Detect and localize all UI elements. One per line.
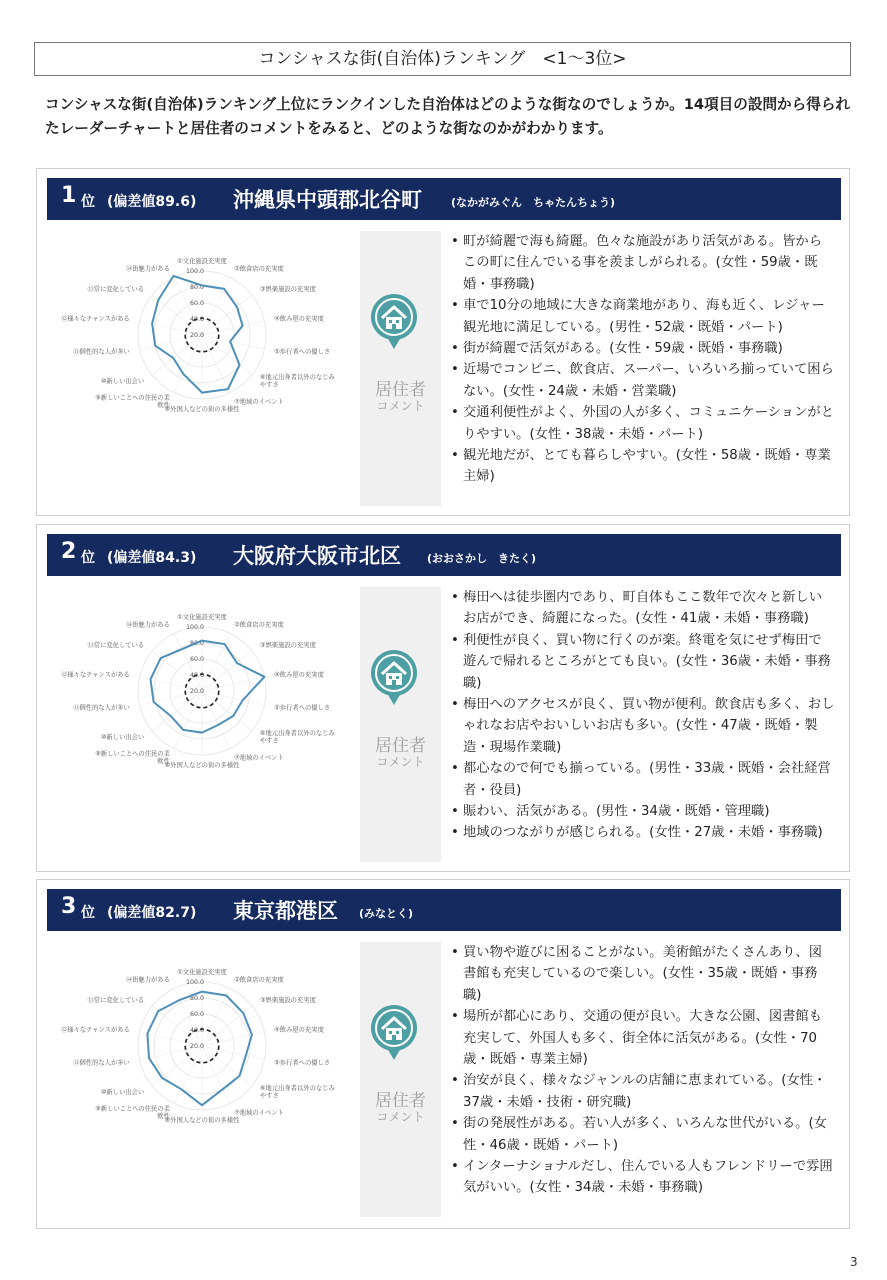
radar-chart — [45, 938, 359, 1170]
rank-suffix: 位 — [81, 550, 95, 566]
house-pin-icon — [368, 647, 420, 717]
page-title: コンシャスな街(自治体)ランキング <1〜3位> — [34, 42, 851, 76]
radar-tick-label: 80.0 — [189, 995, 204, 1002]
rank-number: 2 — [61, 539, 77, 564]
deviation-score: (偏差値82.7) — [107, 905, 197, 921]
radar-axis-label: ⑤歩行者への優しさ — [274, 1059, 331, 1067]
radar-axis-label: ②飲食店の充実度 — [234, 621, 284, 629]
deviation-score: (偏差値84.3) — [107, 550, 197, 566]
radar-svg — [45, 583, 359, 815]
radar-axis-label: ⑩新しい出会い — [100, 378, 145, 386]
comment-item: • 賑わい、活気がある。(男性・34歳・既婚・管理職) — [451, 801, 835, 822]
radar-tick-label: 100.0 — [185, 979, 204, 986]
intro-text: コンシャスな街(自治体)ランキング上位にランクインした自治体はどのような街なのでしょうか。14項目の設問から得られたレーダーチャートと居住者のコメントをみると、どのような街なのかがわかります。 — [45, 96, 851, 137]
comment-item: • 街の発展性がある。若い人が多く、いろんな世代がいる。(女性・46歳・既婚・パート) — [451, 1113, 835, 1156]
radar-svg — [45, 227, 359, 459]
resident-comment-panel — [360, 231, 441, 506]
radar-axis-label: ⑥地元出身者以外のなじみやすさ — [259, 730, 335, 745]
radar-axis-label: ⑫様々なチャンスがある — [60, 315, 130, 323]
comment-item: • 治安が良く、様々なジャンルの店舗に恵まれている。(女性・37歳・未婚・技術・研究職) — [451, 1070, 835, 1113]
radar-axis-label: ②飲食店の充実度 — [234, 976, 284, 984]
radar-axis-label: ⑫様々なチャンスがある — [60, 671, 130, 679]
radar-axis-label: ⑪個性的な人が多い — [73, 704, 130, 712]
comment-item: • 都心なので何でも揃っている。(男性・33歳・既婚・会社経営者・役員) — [451, 758, 835, 801]
rank-number: 3 — [61, 894, 77, 919]
comment-item: • 地域のつながりが感じられる。(女性・27歳・未婚・事務職) — [451, 822, 835, 843]
ranking-card-3 — [36, 879, 850, 1229]
radar-tick-label: 80.0 — [189, 640, 204, 647]
comment-list — [451, 942, 835, 1199]
radar-axis-label: ⑭街魅力がある — [125, 976, 170, 984]
radar-axis-label: ③娯楽施設の充実度 — [259, 641, 316, 649]
comment-item: • 観光地だが、とても暮らしやすい。(女性・58歳・既婚・専業主婦) — [451, 445, 835, 488]
municipality-reading: (おおさかし きたく) — [427, 552, 537, 565]
municipality-name: 東京都港区 — [233, 899, 338, 923]
radar-axis-label: ⑨新しいことへの住民の柔軟性 — [95, 1105, 170, 1121]
comment-list — [451, 587, 835, 844]
comment-item: • 交通利便性がよく、外国の人が多く、コミュニケーションがとりやすい。(女性・38歳・未婚・パート) — [451, 402, 835, 445]
card-header — [47, 889, 841, 931]
comment-label: コメント — [376, 755, 425, 769]
house-pin-icon — [368, 1002, 420, 1072]
radar-axis-label: ⑪個性的な人が多い — [73, 348, 130, 356]
radar-tick-label: 60.0 — [189, 656, 204, 663]
radar-axis-label: ⑧外国人などの街の多様性 — [164, 1117, 240, 1124]
radar-axis-label: ⑬常に変化している — [87, 285, 145, 293]
radar-tick-label: 20.0 — [189, 332, 204, 339]
comment-label: コメント — [376, 399, 425, 413]
radar-svg — [45, 938, 359, 1170]
radar-axis-label: ⑤歩行者への優しさ — [274, 704, 331, 712]
radar-axis-label: ⑩新しい出会い — [100, 1089, 145, 1097]
resident-label: 居住者 — [375, 380, 426, 400]
radar-tick-label: 40.0 — [189, 316, 204, 323]
house-pin-icon — [368, 291, 420, 361]
deviation-score: (偏差値89.6) — [107, 194, 197, 210]
comment-list — [451, 231, 835, 488]
radar-axis-label: ⑬常に変化している — [87, 641, 145, 649]
ranking-card-2 — [36, 524, 850, 872]
radar-tick-label: 60.0 — [189, 1011, 204, 1018]
radar-axis-label: ③娯楽施設の充実度 — [259, 285, 316, 293]
comment-item: • インターナショナルだし、住んでいる人もフレンドリーで雰囲気がいい。(女性・34歳・未婚・事務職) — [451, 1156, 835, 1199]
radar-axis-label: ⑥地元出身者以外のなじみやすさ — [259, 1085, 335, 1100]
radar-axis-label: ④飲み屋の充実度 — [274, 315, 324, 323]
radar-axis-label: ④飲み屋の充実度 — [274, 671, 324, 679]
municipality-reading: (なかがみぐん ちゃたんちょう) — [451, 196, 616, 209]
comment-item: • 近場でコンビニ、飲食店、スーパー、いろいろ揃っていて困らない。(女性・24歳・未婚・営業職) — [451, 359, 835, 402]
ranking-card-1 — [36, 168, 850, 516]
resident-comment-panel — [360, 942, 441, 1217]
radar-tick-label: 20.0 — [189, 1043, 204, 1050]
radar-tick-label: 40.0 — [189, 672, 204, 679]
radar-tick-label: 20.0 — [189, 688, 204, 695]
radar-axis-label: ⑩新しい出会い — [100, 734, 145, 742]
radar-axis-label: ⑨新しいことへの住民の柔軟性 — [95, 750, 170, 766]
radar-axis-label: ②飲食店の充実度 — [234, 265, 284, 273]
comment-label: コメント — [376, 1110, 425, 1124]
radar-axis-label: ⑦地域のイベント — [234, 1109, 284, 1117]
radar-axis-label: ③娯楽施設の充実度 — [259, 996, 316, 1004]
rank-suffix: 位 — [81, 194, 95, 210]
radar-axis-label: ⑦地域のイベント — [234, 398, 284, 406]
municipality-name: 大阪府大阪市北区 — [233, 544, 401, 568]
municipality-reading: (みなとく) — [359, 907, 414, 920]
radar-axis-label: ⑭街魅力がある — [125, 265, 170, 273]
comment-item: • 街が綺麗で活気がある。(女性・59歳・既婚・事務職) — [451, 338, 835, 359]
card-header — [47, 178, 841, 220]
resident-comment-panel — [360, 587, 441, 862]
comment-item: • 町が綺麗で海も綺麗。色々な施設があり活気がある。皆からこの町に住んでいる事を羨ましがられる。(女性・59歳・既婚・事務職) — [451, 231, 835, 295]
radar-axis-label: ⑤歩行者への優しさ — [274, 348, 331, 356]
radar-axis-label: ①文化施設充実度 — [177, 969, 227, 976]
card-header — [47, 534, 841, 576]
radar-axis-label: ⑪個性的な人が多い — [73, 1059, 130, 1067]
radar-axis-label: ⑥地元出身者以外のなじみやすさ — [259, 374, 335, 389]
radar-tick-label: 100.0 — [185, 268, 204, 275]
comment-item: • 梅田へは徒歩圏内であり、町自体もここ数年で次々と新しいお店ができ、綺麗になった。(女性・41歳・未婚・事務職) — [451, 587, 835, 630]
radar-axis-label: ⑫様々なチャンスがある — [60, 1026, 130, 1034]
radar-axis-label: ①文化施設充実度 — [177, 614, 227, 621]
radar-tick-label: 40.0 — [189, 1027, 204, 1034]
comment-item: • 場所が都心にあり、交通の便が良い。大きな公園、図書館も充実して、外国人も多く、街全体に活気がある。(女性・70歳・既婚・専業主婦) — [451, 1006, 835, 1070]
resident-label: 居住者 — [375, 736, 426, 756]
radar-tick-label: 80.0 — [189, 284, 204, 291]
page-number: 3 — [850, 1255, 858, 1269]
radar-axis-label: ⑦地域のイベント — [234, 754, 284, 762]
rank-number: 1 — [61, 183, 77, 208]
comment-item: • 買い物や遊びに困ることがない。美術館がたくさんあり、図書館も充実しているので楽しい。(女性・35歳・既婚・事務職) — [451, 942, 835, 1006]
radar-axis-label: ⑭街魅力がある — [125, 621, 170, 629]
radar-axis-label: ⑬常に変化している — [87, 996, 145, 1004]
radar-axis-label: ④飲み屋の充実度 — [274, 1026, 324, 1034]
radar-tick-label: 100.0 — [185, 624, 204, 631]
radar-chart — [45, 227, 359, 459]
comment-item: • 利便性が良く、買い物に行くのが楽。終電を気にせず梅田で遊んで帰れるところがとても良い。(女性・36歳・未婚・事務職) — [451, 630, 835, 694]
radar-tick-label: 60.0 — [189, 300, 204, 307]
radar-chart — [45, 583, 359, 815]
rank-suffix: 位 — [81, 905, 95, 921]
radar-axis-label: ⑧外国人などの街の多様性 — [164, 762, 240, 769]
radar-axis-label: ⑧外国人などの街の多様性 — [164, 406, 240, 413]
municipality-name: 沖縄県中頭郡北谷町 — [233, 188, 422, 212]
comment-item: • 車で10分の地域に大きな商業地があり、海も近く、レジャー観光地に満足している。(男性・52歳・既婚・パート) — [451, 295, 835, 338]
radar-axis-label: ⑨新しいことへの住民の柔軟性 — [95, 394, 170, 410]
comment-item: • 梅田へのアクセスが良く、買い物が便利。飲食店も多く、おしゃれなお店やおいしいお店も多い。(女性・47歳・既婚・製造・現場作業職) — [451, 694, 835, 758]
resident-label: 居住者 — [375, 1091, 426, 1111]
radar-axis-label: ①文化施設充実度 — [177, 258, 227, 265]
